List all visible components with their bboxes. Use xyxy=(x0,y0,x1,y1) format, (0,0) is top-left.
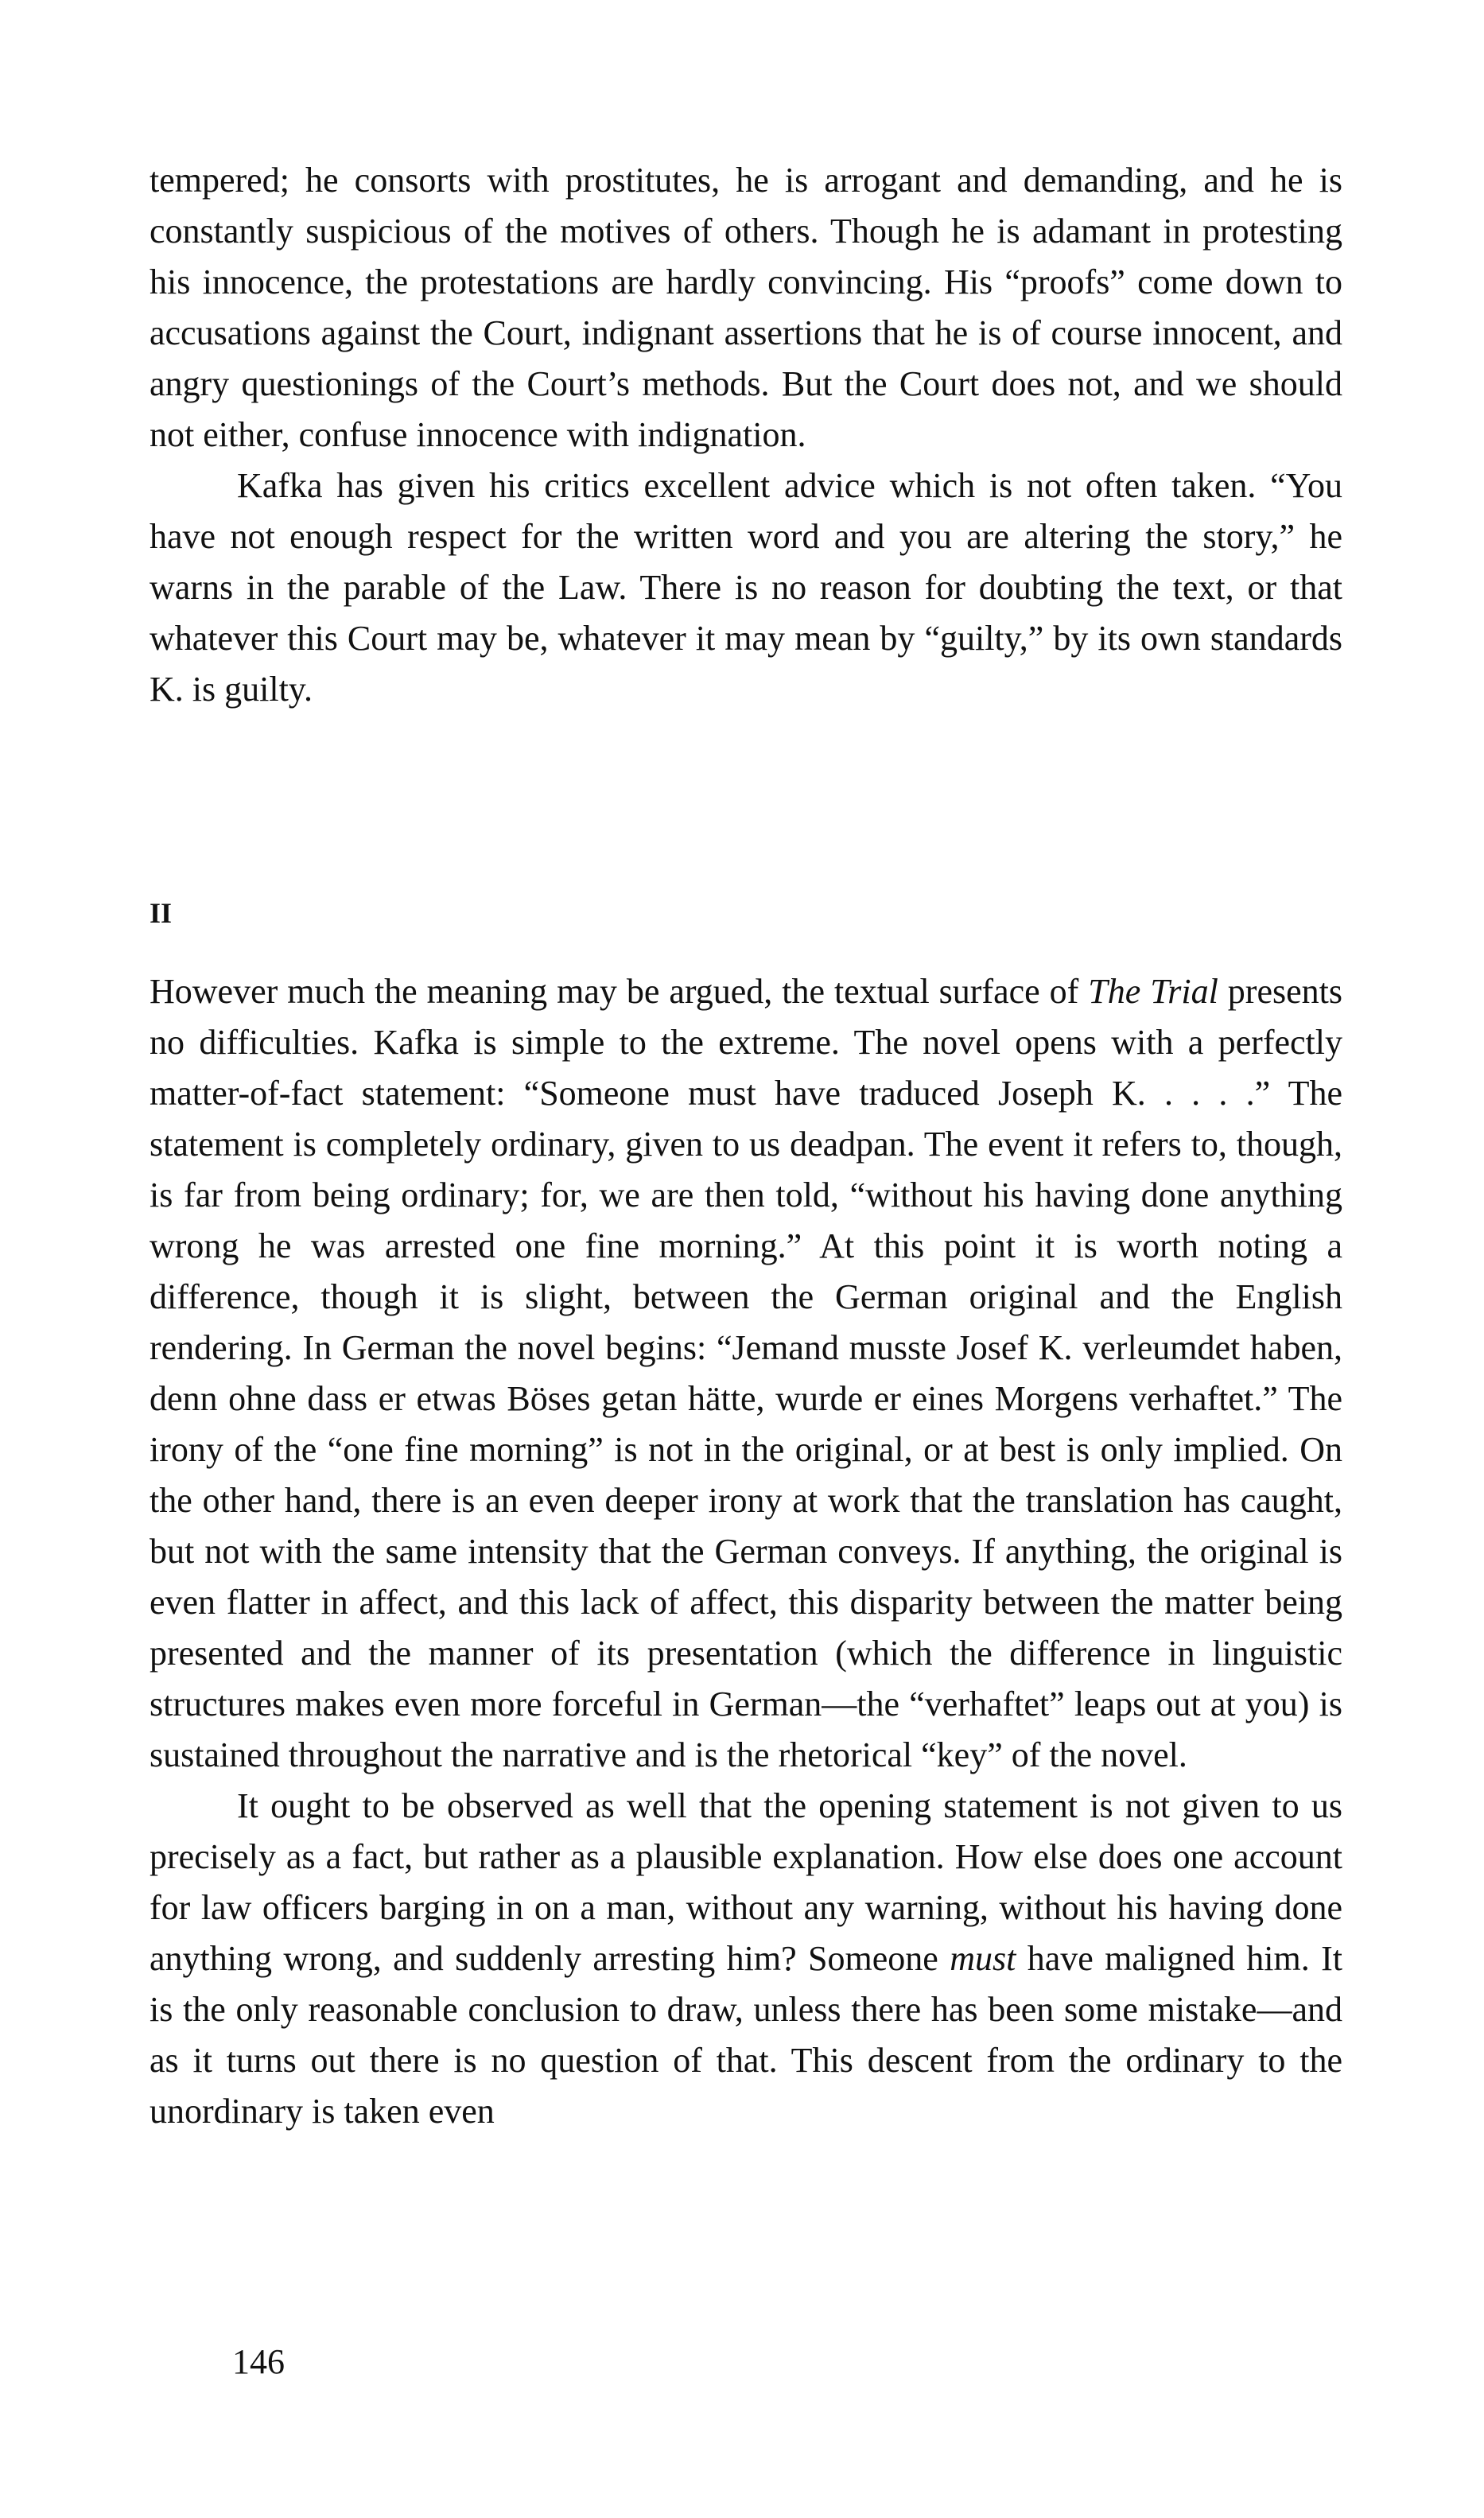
paragraph-opening-statement xyxy=(150,1781,1342,2137)
paragraph-text: presents no difficulties. Kafka is simple to the extreme. The novel opens with a perfectly matter-of-fact statement: “Someone must have traduced Joseph K. . . . .” The statement is completely ordinary, given to us deadpan. The event it refers to, though, is far from being ordinary; for, we are then told, “without his having done anything wrong he was arrested one fine morning.” At this point it is worth noting a difference, though it is slight, between the German original and the English rendering. In German the novel begins: “Jemand musste Josef K. verleumdet haben, denn ohne dass er etwas Böses getan hätte, wurde er eines Morgens verhaftet.” The irony of the “one fine morning” is not in the original, or at best is only implied. On the other hand, there is an even deeper irony at work that the translation has caught, but not with the same intensity that the German conveys. If anything, the original is even flatter in affect, and this lack of affect, this disparity between the matter being presented and the manner of its presentation (which the difference in linguistic structures makes even more forceful in German—the “verhaftet” leaps out at you) is sustained throughout the narrative and is the rhetorical “key” of the novel. xyxy=(150,972,1342,1774)
text-block-top xyxy=(150,155,1342,715)
paragraph-text: However much the meaning may be argued, the textual surface of xyxy=(150,972,1089,1011)
paragraph-advice: Kafka has given his critics excellent advice which is not often taken. “You have not enough respect for the written word and you are altering the story,” he warns in the parable of the Law. There is no reason for doubting the text, or that whatever this Court may be, whatever it may mean by “guilty,” by its own standards K. is guilty. xyxy=(150,466,1342,709)
paragraph-text: It ought to be observed as well that the opening statement is not given to us precisely as a fact, but rather as a plausible explanation. How else does one account for law officers barging in on a man, without any warning, without his having done anything wrong, and suddenly arresting him? Someone xyxy=(150,1786,1342,1978)
text-block-section-two xyxy=(150,966,1342,2137)
section-number: II xyxy=(150,897,173,929)
emphasized-word: must xyxy=(950,1939,1016,1978)
page-number: 146 xyxy=(232,2342,285,2381)
paragraph-continued: tempered; he consorts with prostitutes, he is arrogant and demanding, and he is constantly suspicious of the motives of others. Though he is adamant in protesting his innocence, the protestations are hardly convincing. His “proofs” come down to accusations against the Court, indignant assertions that he is of course innocent, and angry questionings of the Court’s methods. But the Court does not, and we should not either, confuse innocence with indignation. xyxy=(150,161,1342,454)
book-title: The Trial xyxy=(1088,972,1218,1011)
paragraph-text: have maligned him. It is the only reasonable conclusion to draw, unless there has been some mistake—and as it turns out there is no question of that. This descent from the ordinary to the unordinary is taken even xyxy=(150,1939,1342,2131)
paragraph-textual-surface xyxy=(150,966,1342,1781)
